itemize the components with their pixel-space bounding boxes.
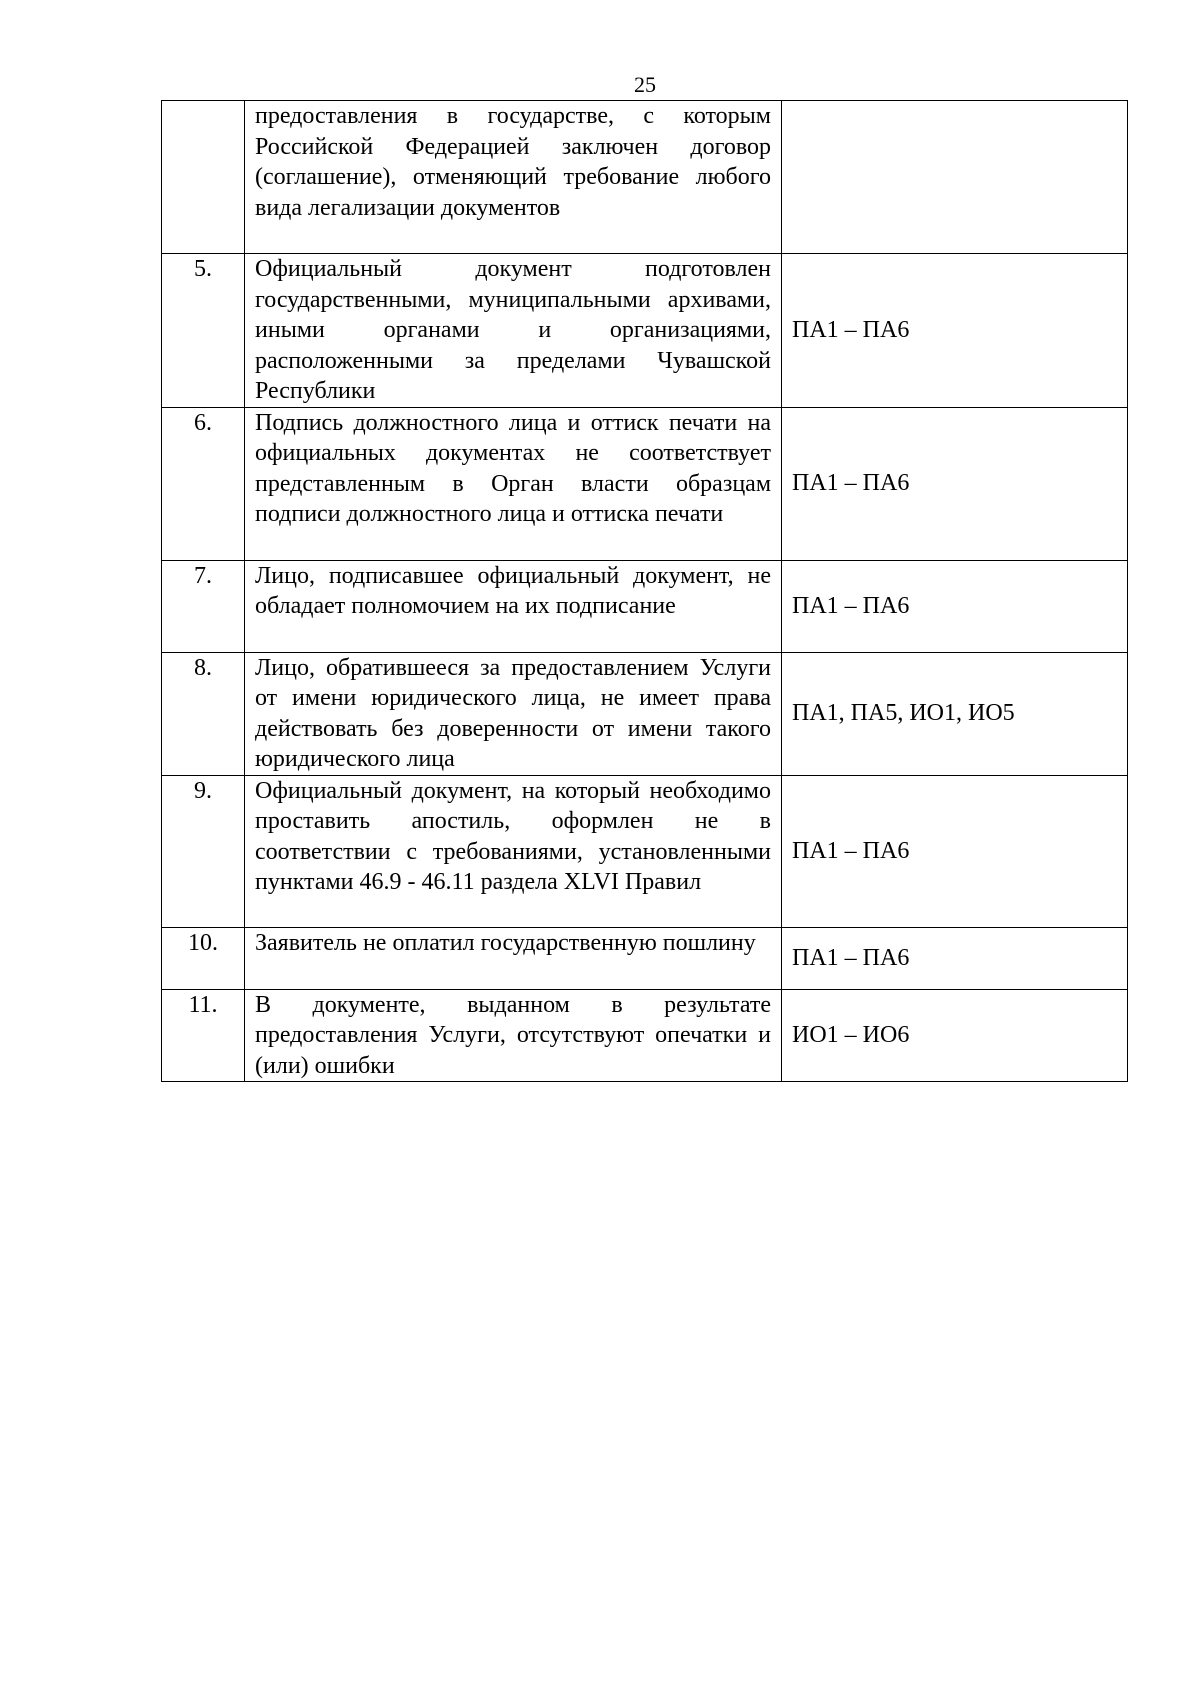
row-ref: ПА1, ПА5, ИО1, ИО5 — [782, 652, 1128, 775]
grounds-table — [161, 100, 1128, 1082]
table-row — [162, 989, 1128, 1082]
row-text: Подпись должностного лица и оттиск печати на официальных документах не соответствует представленным в Орган власти образцам подписи должностного лица и оттиска печати — [245, 407, 782, 560]
row-text: Лицо, подписавшее официальный документ, не обладает полномочием на их подписание — [245, 560, 782, 652]
row-ref: ПА1 – ПА6 — [782, 560, 1128, 652]
row-ref: ПА1 – ПА6 — [782, 775, 1128, 927]
row-ref: ИО1 – ИО6 — [782, 989, 1128, 1082]
row-text: предоставления в государстве, с которым Российской Федерацией заключен договор (соглашение), отменяющий требование любого вида легализации документов — [245, 101, 782, 254]
row-number: 5. — [162, 254, 245, 408]
row-ref: ПА1 – ПА6 — [782, 254, 1128, 408]
row-text: Заявитель не оплатил государственную пошлину — [245, 927, 782, 989]
row-ref: ПА1 – ПА6 — [782, 927, 1128, 989]
table-row — [162, 775, 1128, 927]
row-number: 7. — [162, 560, 245, 652]
table-row — [162, 652, 1128, 775]
row-number: 8. — [162, 652, 245, 775]
row-number: 10. — [162, 927, 245, 989]
table-row — [162, 407, 1128, 560]
table-row — [162, 560, 1128, 652]
row-text: Лицо, обратившееся за предоставлением Услуги от имени юридического лица, не имеет права действовать без доверенности от имени такого юридического лица — [245, 652, 782, 775]
page-number: 25 — [634, 72, 656, 97]
row-number: 11. — [162, 989, 245, 1082]
row-ref: ПА1 – ПА6 — [782, 407, 1128, 560]
row-number: 6. — [162, 407, 245, 560]
row-ref — [782, 101, 1128, 254]
table-row — [162, 927, 1128, 989]
table-row — [162, 101, 1128, 254]
row-text: В документе, выданном в результате предоставления Услуги, отсутствуют опечатки и (или) ошибки — [245, 989, 782, 1082]
row-number: 9. — [162, 775, 245, 927]
table-row — [162, 254, 1128, 408]
row-text: Официальный документ, на который необходимо проставить апостиль, оформлен не в соответствии с требованиями, установленными пунктами 46.9 - 46.11 раздела XLVI Правил — [245, 775, 782, 927]
row-text: Официальный документ подготовлен государственными, муниципальными архивами, иными органами и организациями, расположенными за пределами Чувашской Республики — [245, 254, 782, 408]
row-number — [162, 101, 245, 254]
